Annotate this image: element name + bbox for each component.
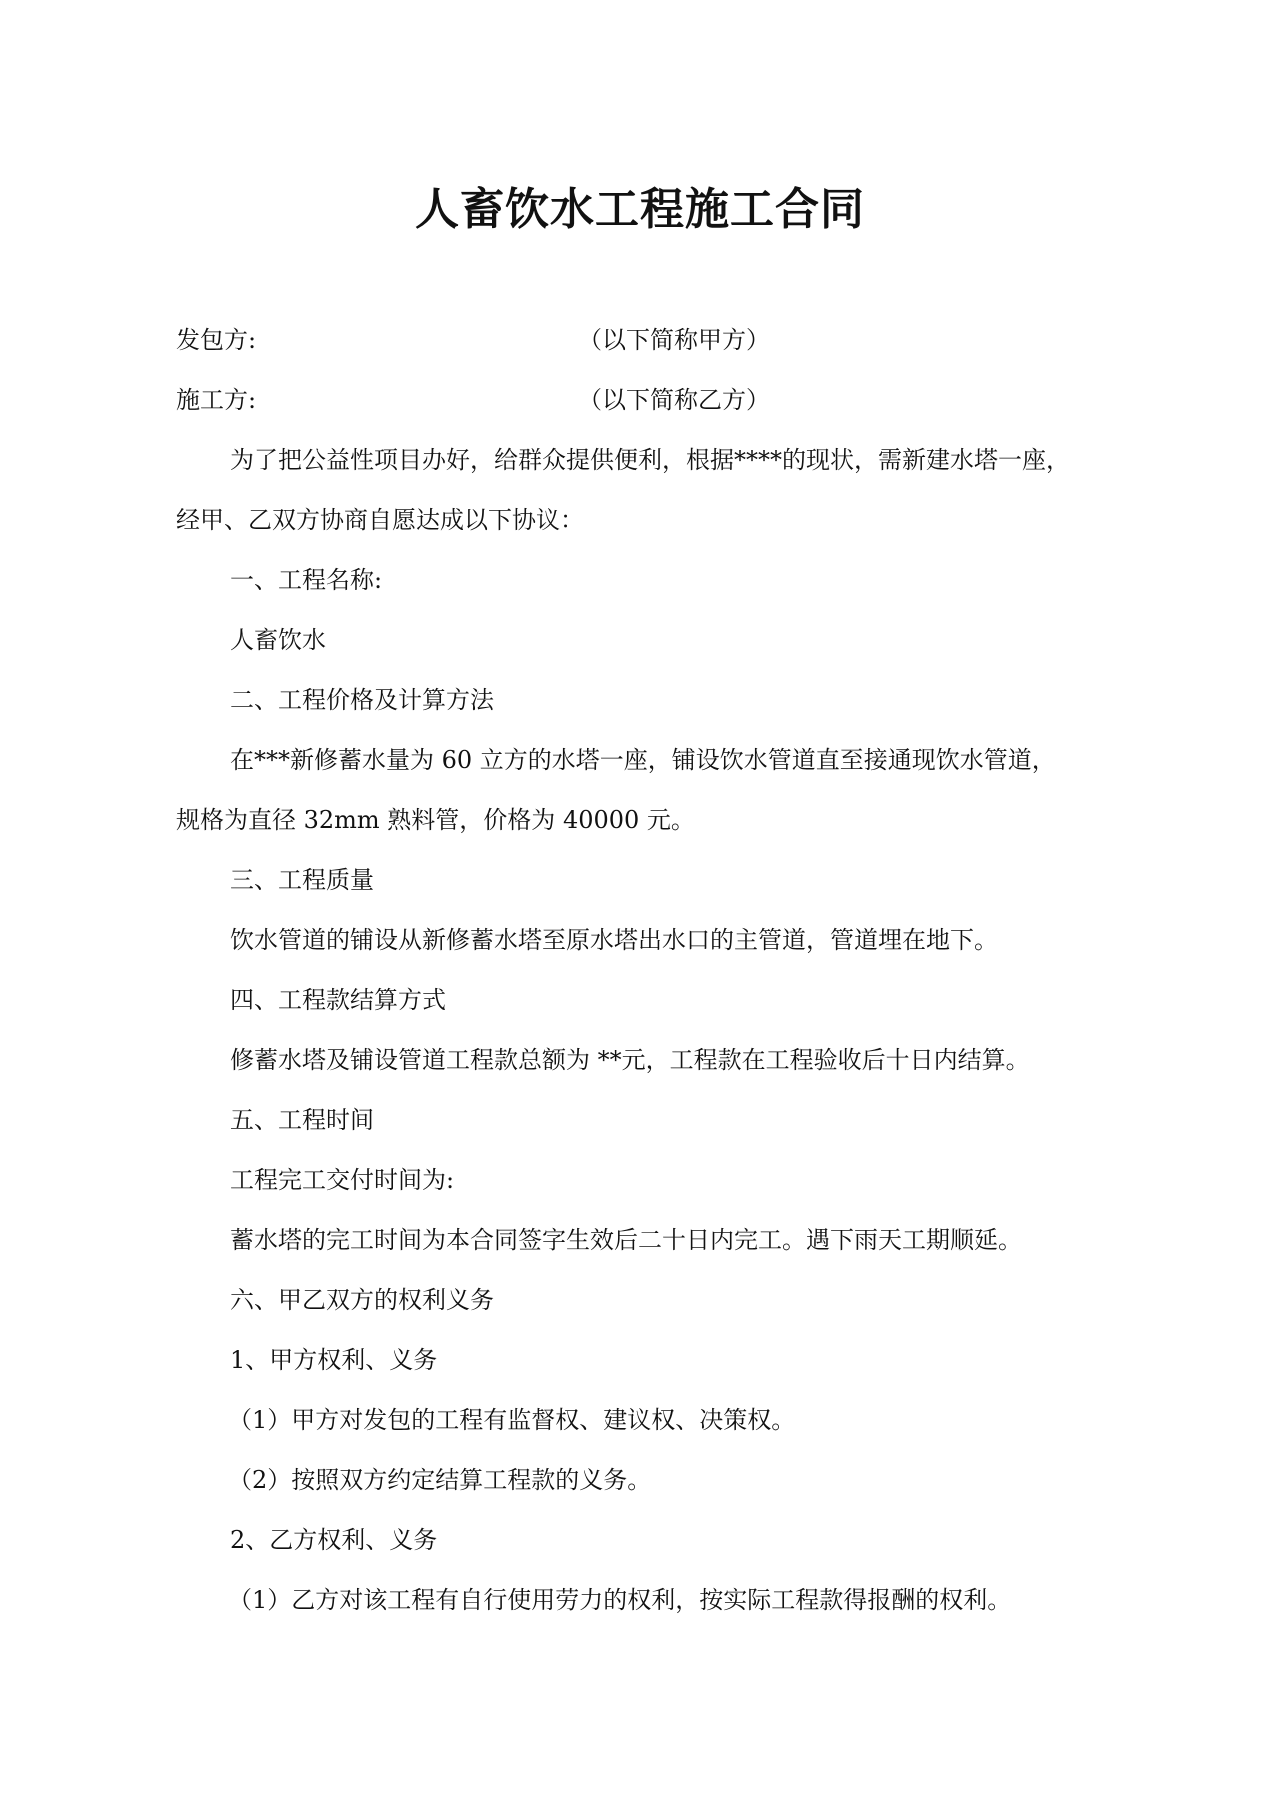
section-5-line-1: 工程完工交付时间为: — [230, 1166, 455, 1194]
party-a-note: （以下简称甲方） — [578, 326, 770, 354]
section-2-line-1: 在***新修蓄水量为 60 立方的水塔一座，铺设饮水管道直至接通现饮水管道， — [230, 746, 1056, 774]
section-4-heading: 四、工程款结算方式 — [230, 986, 446, 1014]
section-2-heading: 二、工程价格及计算方法 — [230, 686, 494, 714]
party-a-label: 发包方: — [176, 326, 257, 354]
section-6-b-heading: 2、乙方权利、义务 — [230, 1526, 438, 1554]
section-3-heading: 三、工程质量 — [230, 866, 374, 894]
section-5-line-2: 蓄水塔的完工时间为本合同签字生效后二十日内完工。遇下雨天工期顺延。 — [230, 1226, 1022, 1254]
section-5-heading: 五、工程时间 — [230, 1106, 374, 1134]
section-6-a-item-1: （1）甲方对发包的工程有监督权、建议权、决策权。 — [228, 1406, 796, 1434]
section-1-body: 人畜饮水 — [230, 626, 326, 654]
document-title: 人畜饮水工程施工合同 — [415, 184, 865, 235]
section-6-heading: 六、甲乙双方的权利义务 — [230, 1286, 494, 1314]
party-b-label: 施工方: — [176, 386, 257, 414]
intro-line-2: 经甲、乙双方协商自愿达成以下协议： — [176, 506, 584, 534]
party-b-note: （以下简称乙方） — [578, 386, 770, 414]
section-2-line-2: 规格为直径 32mm 熟料管，价格为 40000 元。 — [176, 806, 695, 834]
section-6-b-item-1: （1）乙方对该工程有自行使用劳力的权利，按实际工程款得报酬的权利。 — [228, 1586, 1012, 1614]
intro-line-1: 为了把公益性项目办好，给群众提供便利，根据****的现状，需新建水塔一座， — [230, 446, 1070, 474]
section-3-body: 饮水管道的铺设从新修蓄水塔至原水塔出水口的主管道，管道埋在地下。 — [230, 926, 998, 954]
section-6-a-heading: 1、甲方权利、义务 — [230, 1346, 438, 1374]
section-1-heading: 一、工程名称: — [230, 566, 383, 594]
section-6-a-item-2: （2）按照双方约定结算工程款的义务。 — [228, 1466, 652, 1494]
section-4-body: 修蓄水塔及铺设管道工程款总额为 **元，工程款在工程验收后十日内结算。 — [230, 1046, 1030, 1074]
